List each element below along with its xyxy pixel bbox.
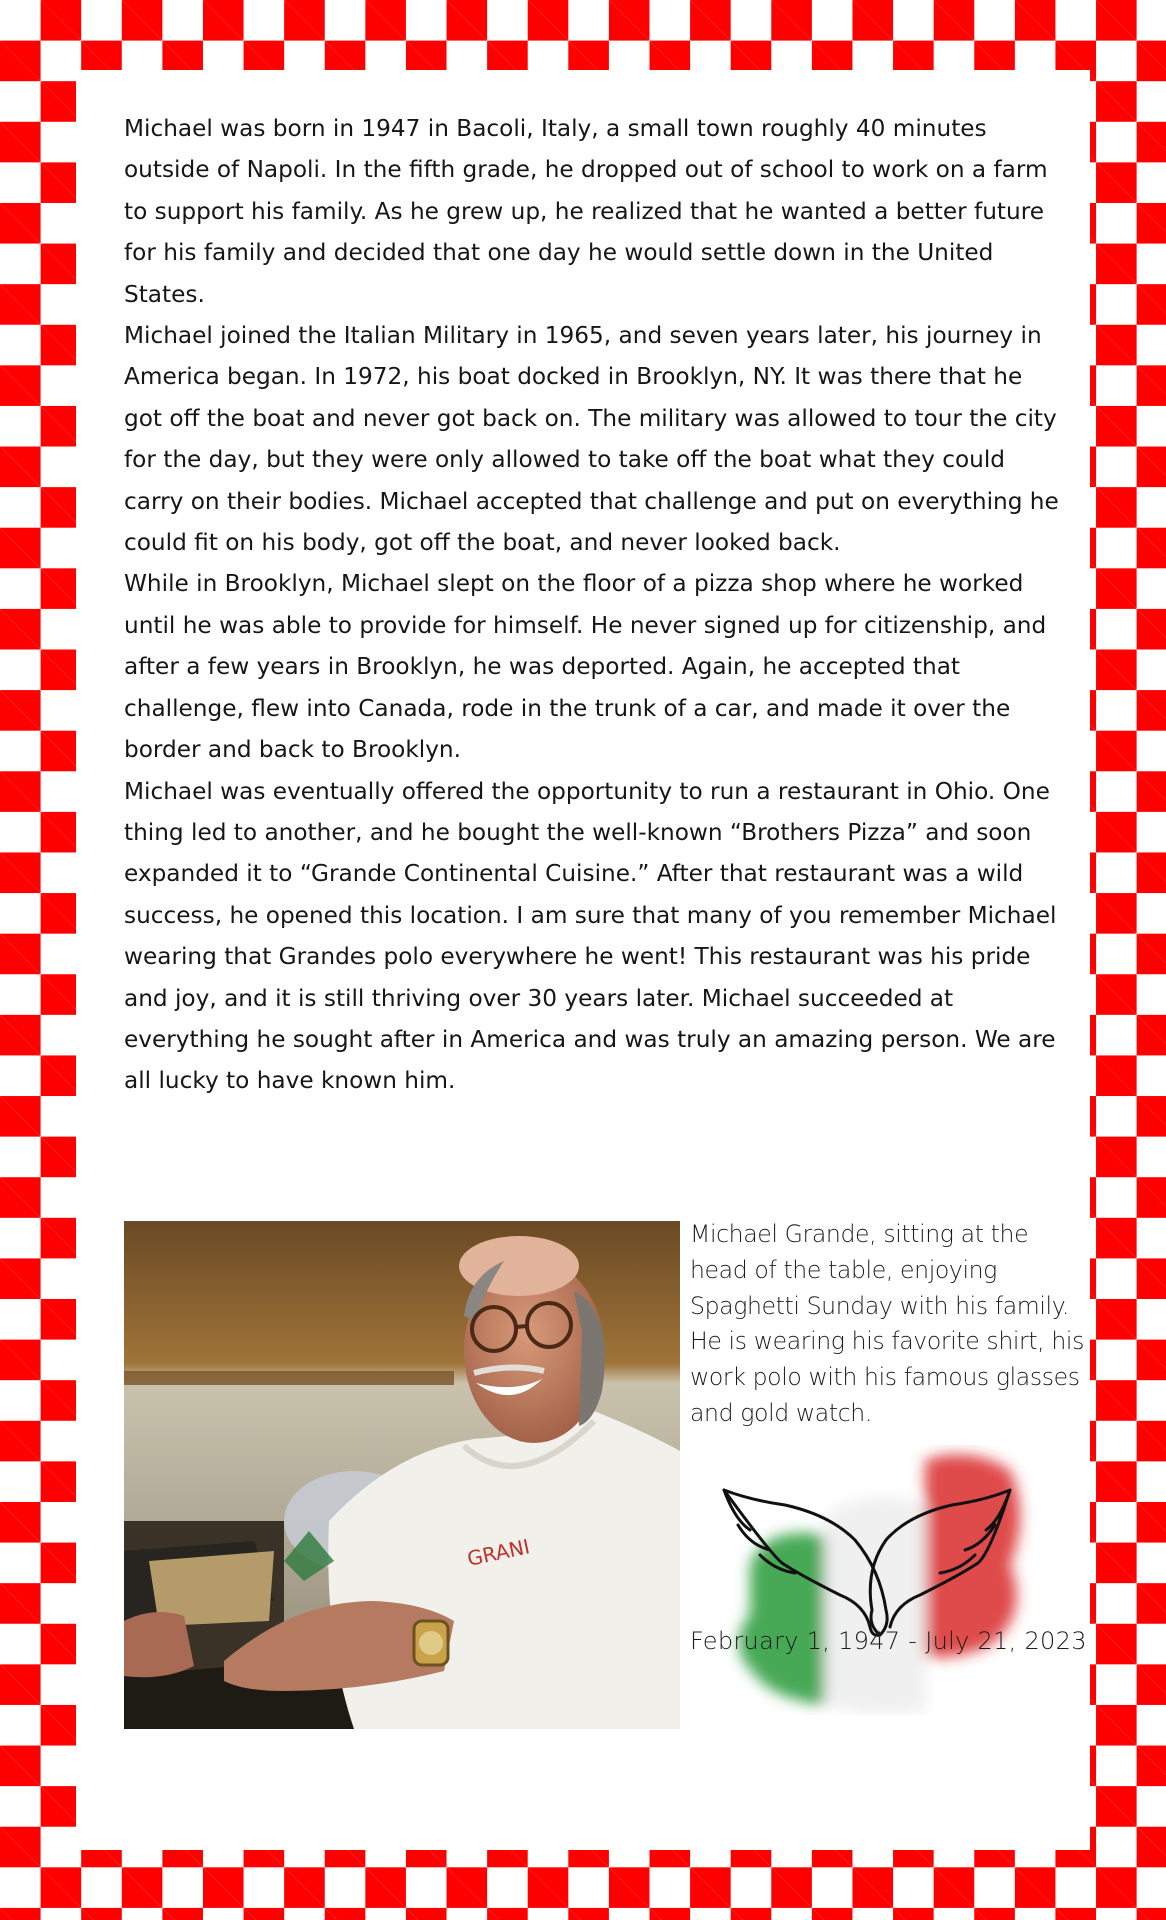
- biography-paragraph: Michael was born in 1947 in Bacoli, Italy, a small town roughly 40 minutes outside of Napoli. In the fifth grade, he dropped out of school to work on a farm to support his family. As he grew up, he realized that he wanted a better future for his family and decided that one day he would settle down in the United States.: [124, 115, 1048, 308]
- biography-paragraph: While in Brooklyn, Michael slept on the floor of a pizza shop where he worked until he was able to provide for himself. He never signed up for citizenship, and after a few years in Brooklyn, he was deported. Again, he accepted that challenge, flew into Canada, rode in the trunk of a car, and made it over the border and back to Brooklyn.: [124, 570, 1047, 764]
- memorial-emblem: [690, 1445, 1090, 1715]
- life-dates: February 1, 1947 - July 21, 2023: [690, 1627, 1087, 1655]
- biography-paragraph: Michael was eventually offered the opportunity to run a restaurant in Ohio. One thing led to another, and he bought the well-known “Brothers Pizza” and soon expanded it to “Grande Continental Cuisine.” After that restaurant was a wild success, he opened this location. I am sure that many of you remember Michael wearing that Grandes polo everywhere he went! This restaurant was his pride and joy, and it is still thriving over 30 years later. Michael succeeded at everything he sought after in America and was truly an amazing person. We are all lucky to have known him.: [124, 777, 1057, 1095]
- shirt-logo: GRANI: [465, 1534, 532, 1571]
- italian-flag-wings-icon: [690, 1445, 1090, 1715]
- biography-paragraph: Michael joined the Italian Military in 1965, and seven years later, his journey in America began. In 1972, his boat docked in Brooklyn, NY. It was there that he got off the boat and never got back on. The military was allowed to tour the city for the day, but they were only allowed to take off the boat what they could carry on their bodies. Michael accepted that challenge and put on everything he could fit on his body, got off the boat, and never looked back.: [124, 322, 1059, 557]
- portrait-illustration: [124, 1221, 680, 1729]
- photo-caption: Michael Grande, sitting at the head of the table, enjoying Spaghetti Sunday with his family. He is wearing his favorite shirt, his work polo with his famous glasses and gold watch.: [690, 1220, 1084, 1427]
- biography-text: [124, 108, 1059, 1102]
- michael-portrait-photo: [124, 1221, 680, 1729]
